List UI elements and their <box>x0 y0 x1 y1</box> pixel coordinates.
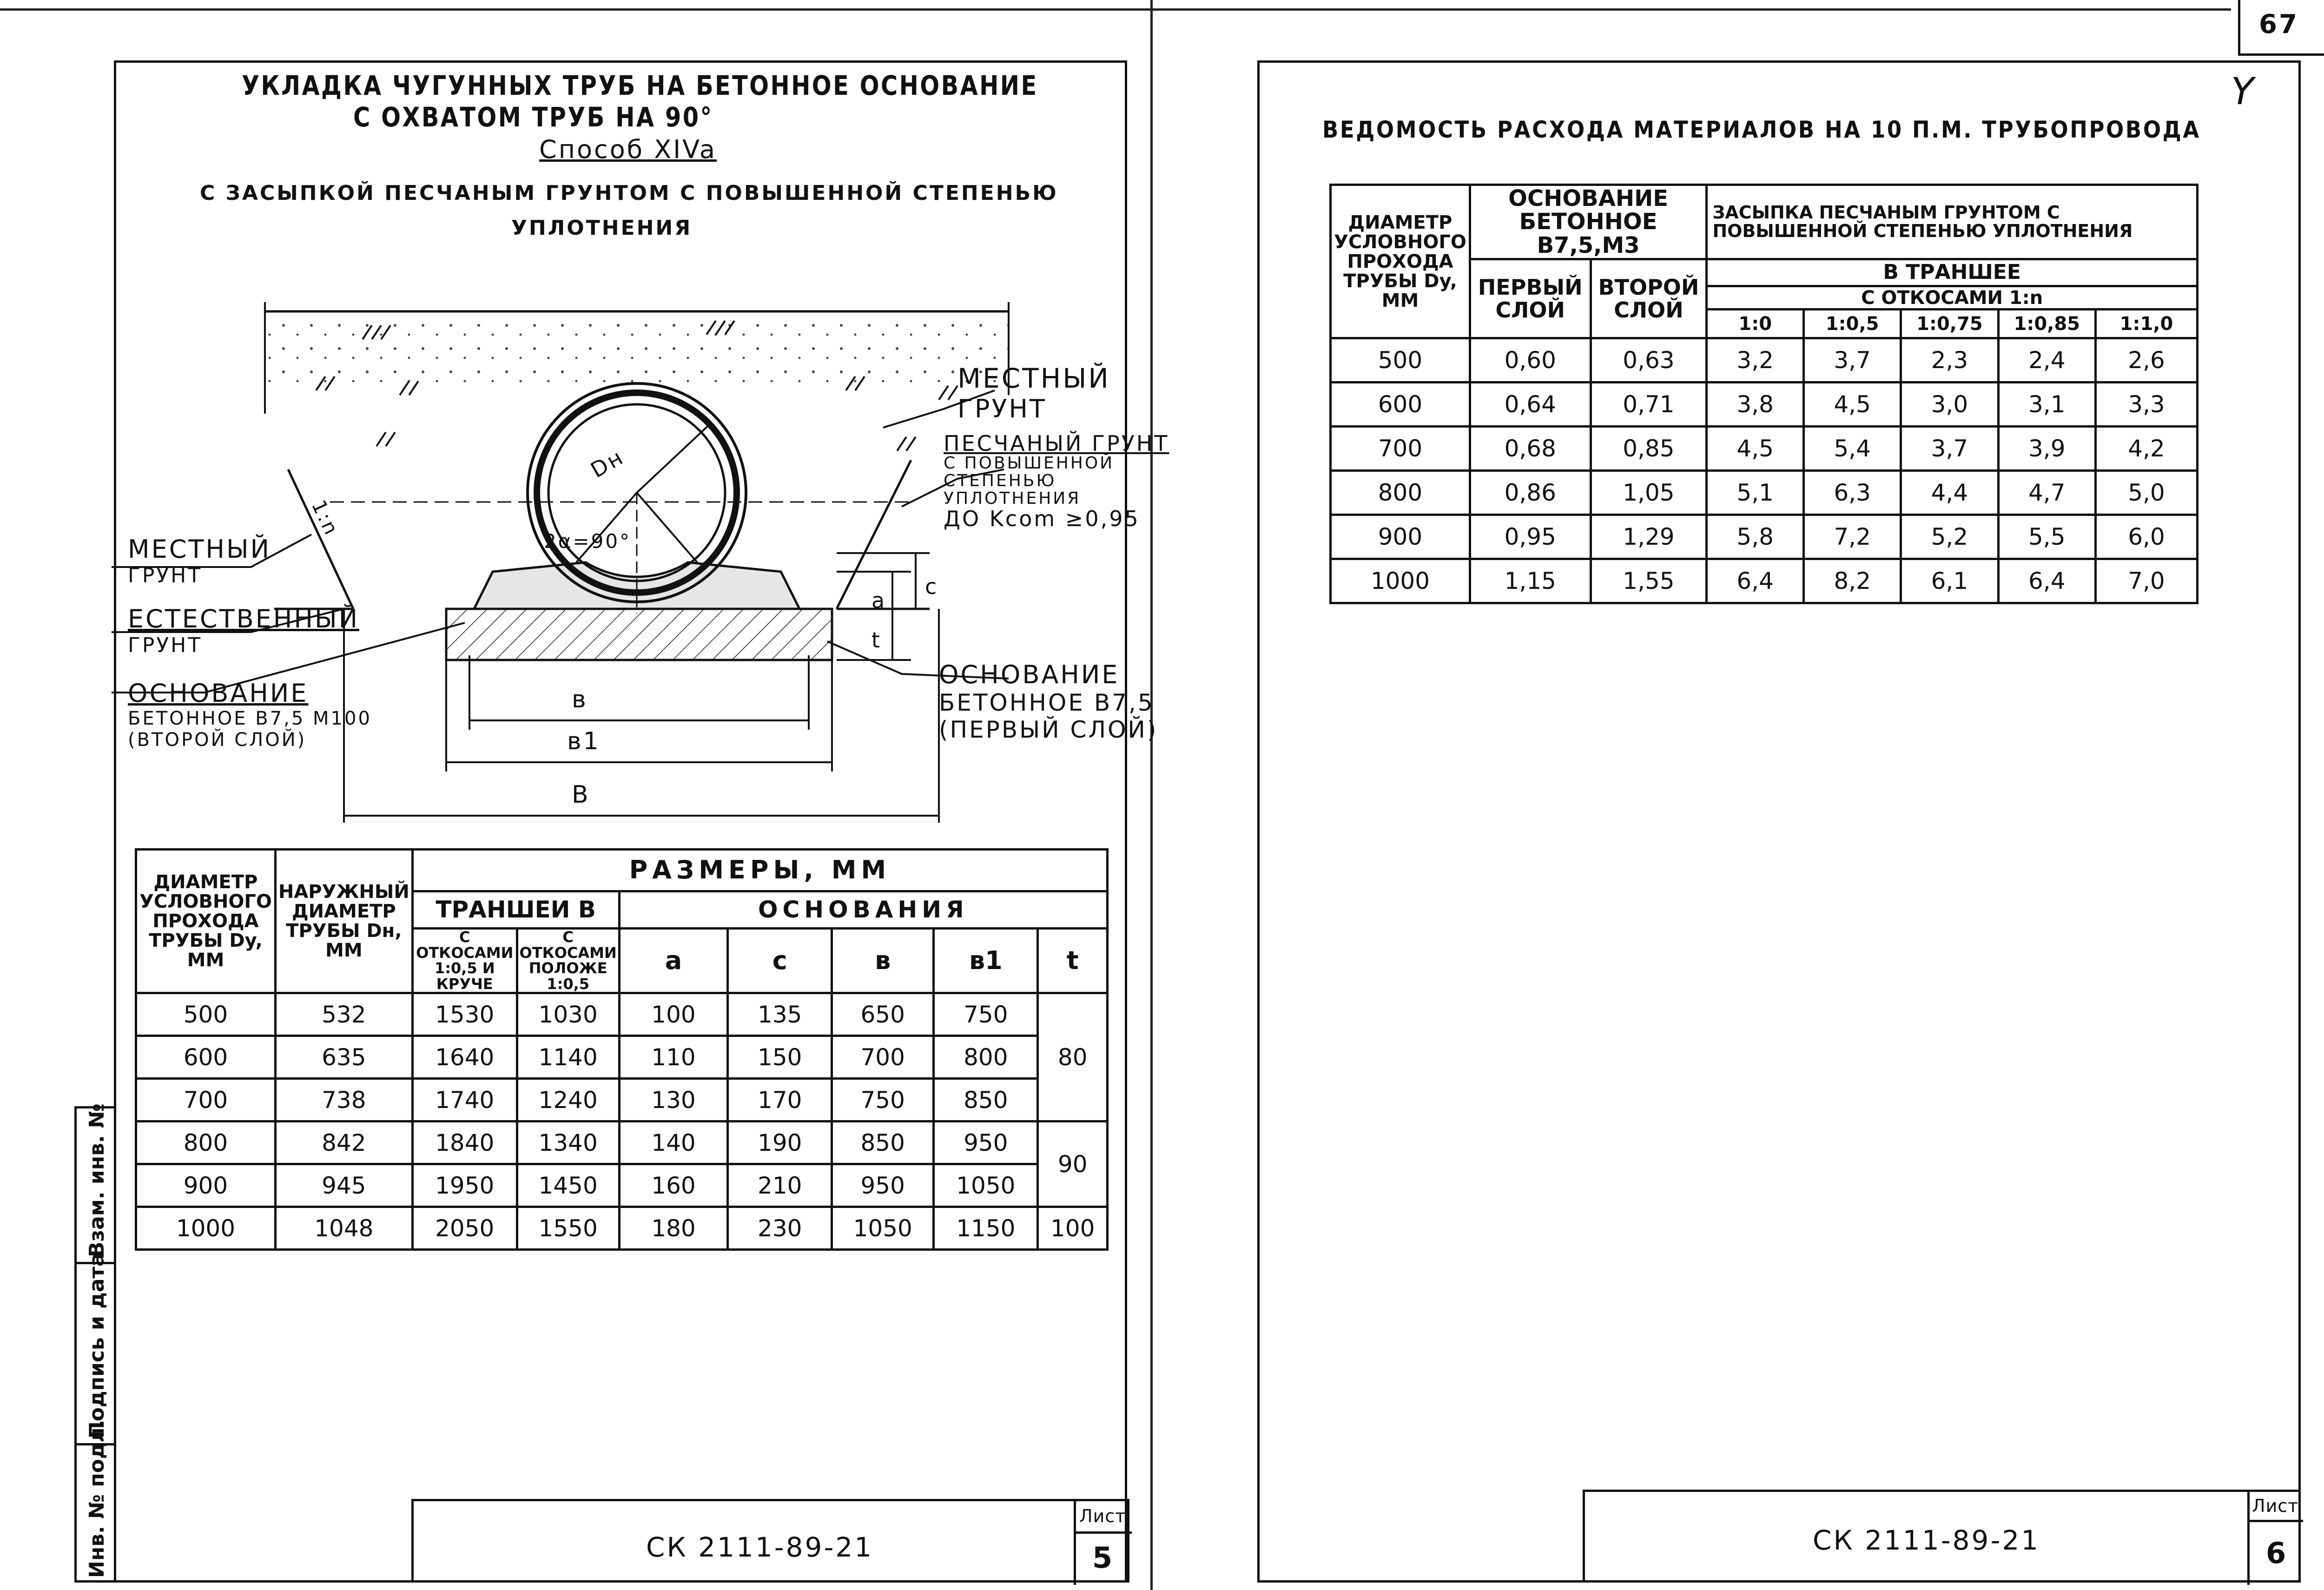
left-title-line1: УКЛАДКА ЧУГУННЫХ ТРУБ НА БЕТОННОЕ ОСНОВАНИЕ <box>242 70 1038 101</box>
cell-fill: 3,3 <box>2095 383 2197 427</box>
left-sheet-number: 5 <box>1092 1541 1115 1575</box>
right-sheet-number: 6 <box>2266 1536 2288 1570</box>
method-label: Способ XIVa <box>539 135 717 164</box>
cell-trench-gentle: 1450 <box>517 1164 619 1207</box>
cell-trench-gentle: 1030 <box>517 993 619 1036</box>
cell-t: 90 <box>1038 1122 1108 1207</box>
label-local-soil-right: МЕСТНЫЙ ГРУНТ <box>957 363 1110 423</box>
table-row <box>136 1207 1108 1250</box>
cell-second-layer: 1,55 <box>1591 559 1707 603</box>
left-title-block <box>411 1499 1129 1583</box>
right-title: ВЕДОМОСТЬ РАСХОДА МАТЕРИАЛОВ НА 10 П.М. ТРУБОПРОВОДА <box>1322 116 2201 143</box>
cell-a: 180 <box>619 1207 728 1250</box>
cell-b: 950 <box>832 1164 934 1207</box>
th-b1: в1 <box>934 929 1038 993</box>
cell-fill: 4,5 <box>1804 383 1901 427</box>
th-b: в <box>832 929 934 993</box>
cell-second-layer: 0,85 <box>1591 427 1707 471</box>
cell-fill: 3,1 <box>1998 383 2095 427</box>
right-title-block <box>1583 1490 2301 1583</box>
th-slope-gentle: С ОТКОСАМИ ПОЛОЖЕ 1:0,5 <box>517 929 619 993</box>
cell-dy: 1000 <box>136 1207 276 1250</box>
dn-label: Dн <box>586 444 629 483</box>
cell-fill: 3,0 <box>1901 383 1998 427</box>
cell-b: 1050 <box>832 1207 934 1250</box>
cell-fill: 8,2 <box>1804 559 1901 603</box>
dim-b-label: в <box>572 686 588 713</box>
cell-fill: 6,3 <box>1804 471 1901 515</box>
cell-dy: 900 <box>136 1164 276 1207</box>
cell-c: 210 <box>728 1164 832 1207</box>
label-base-second: ОСНОВАНИЕ БЕТОННОЕ В7,5 М100 (ВТОРОЙ СЛОЙ) <box>128 679 372 751</box>
th-c: с <box>728 929 832 993</box>
cell-fill: 2,3 <box>1901 338 1998 383</box>
top-soil-area <box>265 311 1009 390</box>
cell-b1: 800 <box>934 1036 1038 1079</box>
left-stamp-code: СК 2111-89-21 <box>646 1531 874 1563</box>
label-sand-soil: ПЕСЧАНЫЙ ГРУНТ С ПОВЫШЕННОЙ СТЕПЕНЬЮ УПЛОТНЕНИЯ ДО Kcom ≥0,95 <box>944 431 1169 531</box>
th-slope-1-0: 1:0 <box>1707 310 1804 338</box>
cell-fill: 4,2 <box>2095 427 2197 471</box>
th-base: ОСНОВАНИЯ <box>619 891 1107 929</box>
cell-dy: 500 <box>136 993 276 1036</box>
cell-trench-gentle: 1340 <box>517 1122 619 1164</box>
cell-c: 190 <box>728 1122 832 1164</box>
cell-dy: 800 <box>136 1122 276 1164</box>
cell-fill: 6,0 <box>2095 515 2197 559</box>
th-diameter: ДИАМЕТР УСЛОВНОГО ПРОХОДА ТРУБЫ Dy, ММ <box>1331 185 1470 338</box>
side-stamp <box>74 1103 116 1583</box>
th-sizes: РАЗМЕРЫ, ММ <box>412 850 1107 891</box>
cell-fill: 6,4 <box>1707 559 1804 603</box>
cell-fill: 4,7 <box>1998 471 2095 515</box>
right-trench-slope <box>837 460 911 609</box>
table-row <box>1331 515 2198 559</box>
cell-c: 150 <box>728 1036 832 1079</box>
table-row <box>136 1036 1108 1079</box>
cell-trench-steep: 1840 <box>412 1122 517 1164</box>
cell-fill: 6,4 <box>1998 559 2095 603</box>
cell-a: 160 <box>619 1164 728 1207</box>
th-t: t <box>1038 929 1108 993</box>
table-row <box>1331 383 2198 427</box>
dim-a-label: а <box>872 588 887 613</box>
top-border-line <box>0 8 2231 11</box>
dim-t-label: t <box>872 627 882 653</box>
cell-c: 230 <box>728 1207 832 1250</box>
th-slope-steep: С ОТКОСАМИ 1:0,5 И КРУЧЕ <box>412 929 517 993</box>
table-row <box>1331 338 2198 383</box>
table-row <box>136 1079 1108 1122</box>
cell-fill: 3,2 <box>1707 338 1804 383</box>
cell-trench-steep: 1640 <box>412 1036 517 1079</box>
fold-line <box>1150 0 1153 1590</box>
th-a: а <box>619 929 728 993</box>
base-first-layer <box>446 609 832 660</box>
cell-c: 170 <box>728 1079 832 1122</box>
cell-dn: 945 <box>275 1164 412 1207</box>
table-row <box>1331 559 2198 603</box>
cell-fill: 5,5 <box>1998 515 2095 559</box>
th-slope-1-075: 1:0,75 <box>1901 310 1998 338</box>
angle-label: 2α=90° <box>544 530 632 553</box>
side-label-sign: Подпись и дата <box>85 1253 109 1438</box>
cell-fill: 3,7 <box>1901 427 1998 471</box>
side-label-replace: Взам. инв. № <box>85 1103 109 1257</box>
cell-c: 135 <box>728 993 832 1036</box>
cell-dy: 800 <box>1331 471 1470 515</box>
cell-trench-steep: 1950 <box>412 1164 517 1207</box>
th-second-layer: ВТОРОЙ СЛОЙ <box>1591 259 1707 338</box>
cell-first-layer: 1,15 <box>1470 559 1591 603</box>
dim-B-label: В <box>572 781 590 809</box>
cell-trench-gentle: 1550 <box>517 1207 619 1250</box>
cell-fill: 5,1 <box>1707 471 1804 515</box>
cell-fill: 3,9 <box>1998 427 2095 471</box>
cell-dn: 1048 <box>275 1207 412 1250</box>
left-subtitle-line1: С ЗАСЫПКОЙ ПЕСЧАНЫМ ГРУНТОМ С ПОВЫШЕННОЙ СТЕПЕНЬЮ <box>200 181 1058 205</box>
cell-b1: 1150 <box>934 1207 1038 1250</box>
cell-t: 100 <box>1038 1207 1108 1250</box>
th-slope-1-10: 1:1,0 <box>2095 310 2197 338</box>
table-row <box>136 1164 1108 1207</box>
cell-second-layer: 1,05 <box>1591 471 1707 515</box>
page-number-box <box>2238 0 2324 56</box>
label-local-soil-left: МЕСТНЫЙ ГРУНТ <box>128 534 271 587</box>
cell-dy: 700 <box>136 1079 276 1122</box>
cell-first-layer: 0,64 <box>1470 383 1591 427</box>
dim-b1-label: в1 <box>567 727 601 755</box>
cell-dn: 635 <box>275 1036 412 1079</box>
right-stamp-code: СК 2111-89-21 <box>1813 1524 2040 1556</box>
th-slope-1-085: 1:0,85 <box>1998 310 2095 338</box>
cell-t: 80 <box>1038 993 1108 1122</box>
cell-fill: 4,4 <box>1901 471 1998 515</box>
cell-first-layer: 0,68 <box>1470 427 1591 471</box>
cell-first-layer: 0,86 <box>1470 471 1591 515</box>
cell-fill: 7,2 <box>1804 515 1901 559</box>
th-first-layer: ПЕРВЫЙ СЛОЙ <box>1470 259 1591 338</box>
cell-b1: 850 <box>934 1079 1038 1122</box>
page-number: 67 <box>2259 9 2299 40</box>
cell-a: 140 <box>619 1122 728 1164</box>
th-in-trench: В ТРАНШЕЕ <box>1707 259 2198 286</box>
th-sand-fill: ЗАСЫПКА ПЕСЧАНЫМ ГРУНТОМ С ПОВЫШЕННОЙ СТЕПЕНЬЮ УПЛОТНЕНИЯ <box>1707 185 2198 259</box>
cell-fill: 2,6 <box>2095 338 2197 383</box>
cell-dn: 738 <box>275 1079 412 1122</box>
cell-first-layer: 0,95 <box>1470 515 1591 559</box>
cell-second-layer: 0,63 <box>1591 338 1707 383</box>
cell-fill: 4,5 <box>1707 427 1804 471</box>
cell-b: 850 <box>832 1122 934 1164</box>
right-sheet-label: Лист <box>2252 1496 2299 1516</box>
cell-b1: 750 <box>934 993 1038 1036</box>
cell-fill: 5,0 <box>2095 471 2197 515</box>
th-slope-1-05: 1:0,5 <box>1804 310 1901 338</box>
table-row <box>1331 427 2198 471</box>
cell-second-layer: 0,71 <box>1591 383 1707 427</box>
th-diameter: ДИАМЕТР УСЛОВНОГО ПРОХОДА ТРУБЫ Dy, ММ <box>136 850 276 993</box>
cell-b: 650 <box>832 993 934 1036</box>
cell-dy: 600 <box>136 1036 276 1079</box>
materials-table <box>1329 184 2199 604</box>
cell-fill: 5,8 <box>1707 515 1804 559</box>
cell-dy: 1000 <box>1331 559 1470 603</box>
table-row <box>136 1122 1108 1164</box>
cell-b: 700 <box>832 1036 934 1079</box>
cell-dn: 842 <box>275 1122 412 1164</box>
th-with-slopes: С ОТКОСАМИ 1:n <box>1707 286 2198 310</box>
cell-a: 100 <box>619 993 728 1036</box>
label-base-first: ОСНОВАНИЕ БЕТОННОЕ В7,5 (ПЕРВЫЙ СЛОЙ) <box>939 660 1158 743</box>
th-base-concrete: ОСНОВАНИЕ БЕТОННОЕ В7,5,М3 <box>1470 185 1706 259</box>
cell-fill: 2,4 <box>1998 338 2095 383</box>
dim-c-label: с <box>925 574 939 599</box>
cell-trench-steep: 2050 <box>412 1207 517 1250</box>
cell-dn: 532 <box>275 993 412 1036</box>
cell-a: 110 <box>619 1036 728 1079</box>
left-subtitle-line2: УПЛОТНЕНИЯ <box>511 216 693 240</box>
cell-b1: 950 <box>934 1122 1038 1164</box>
cell-fill: 6,1 <box>1901 559 1998 603</box>
table-row <box>1331 471 2198 515</box>
th-outer-diameter: НАРУЖНЫЙ ДИАМЕТР ТРУБЫ Dн, ММ <box>275 850 412 993</box>
cell-trench-gentle: 1240 <box>517 1079 619 1122</box>
side-label-inv: Инв. № подл. <box>85 1419 109 1578</box>
cell-dy: 600 <box>1331 383 1470 427</box>
left-title-line2: С ОХВАТОМ ТРУБ НА 90° <box>353 101 713 133</box>
cell-dy: 500 <box>1331 338 1470 383</box>
left-sheet-label: Лист <box>1079 1506 1126 1526</box>
cell-trench-steep: 1740 <box>412 1079 517 1122</box>
cell-fill: 5,4 <box>1804 427 1901 471</box>
cell-b1: 1050 <box>934 1164 1038 1207</box>
cell-fill: 5,2 <box>1901 515 1998 559</box>
corner-mark: Y <box>2231 70 2256 113</box>
left-trench-slope <box>288 469 353 609</box>
cell-fill: 3,7 <box>1804 338 1901 383</box>
cell-first-layer: 0,60 <box>1470 338 1591 383</box>
cell-trench-steep: 1530 <box>412 993 517 1036</box>
dimensions-table <box>135 848 1109 1251</box>
cell-trench-gentle: 1140 <box>517 1036 619 1079</box>
cell-b: 750 <box>832 1079 934 1122</box>
cell-dy: 900 <box>1331 515 1470 559</box>
cell-a: 130 <box>619 1079 728 1122</box>
cell-fill: 7,0 <box>2095 559 2197 603</box>
th-trench: ТРАНШЕИ В <box>412 891 619 929</box>
table-row <box>136 993 1108 1036</box>
cell-second-layer: 1,29 <box>1591 515 1707 559</box>
label-natural-soil: ЕСТЕСТВЕННЫЙ ГРУНТ <box>128 604 360 657</box>
cell-dy: 700 <box>1331 427 1470 471</box>
slope-label: 1:n <box>307 496 343 540</box>
cell-fill: 3,8 <box>1707 383 1804 427</box>
